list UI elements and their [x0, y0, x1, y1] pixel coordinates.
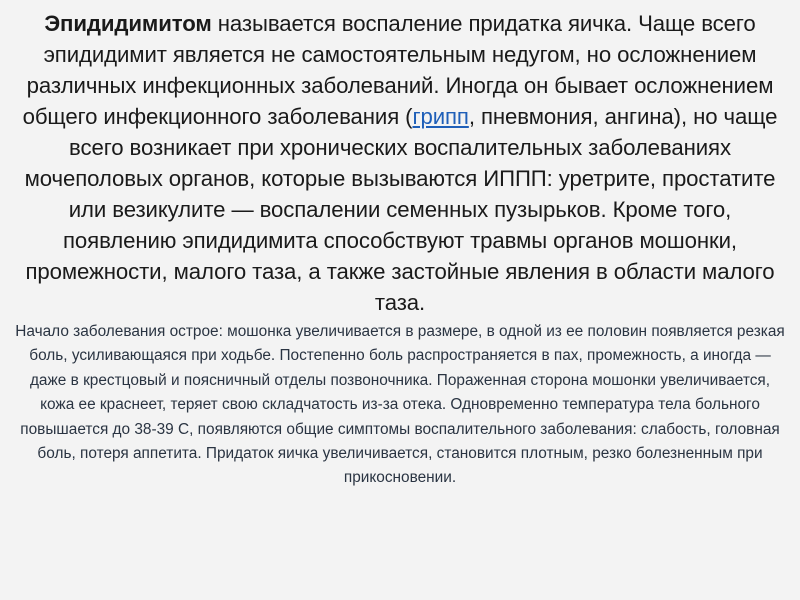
main-paragraph — [14, 8, 786, 318]
link-gripp[interactable]: грипп — [412, 104, 469, 129]
term-heading: Эпидидимитом — [44, 11, 212, 36]
main-text-part-2: , пневмония, ангина), но чаще всего возникает при хронических воспалительных заболеваниях мочеполовых органов, которые вызываются ИППП: уретрите, простатите или везикулите — воспалении семенных пузырьков. Кроме того, появлению эпидидимита способствуют травмы органов мошонки, промежности, малого таза, а также застойные явления в области малого таза. — [24, 104, 778, 315]
secondary-paragraph: Начало заболевания острое: мошонка увеличивается в размере, в одной из ее половин появляется резкая боль, усиливающаяся при ходьбе. Постепенно боль распространяется в пах, промежность, а иногда — даже в крестцовый и поясничный отделы позвоночника. Пораженная сторона мошонки увеличивается, кожа ее краснеет, теряет свою складчатость из-за отека. Одновременно температура тела больного повышается до 38-39 С, появляются общие симптомы воспалительного заболевания: слабость, головная боль, потеря аппетита. Придаток яичка увеличивается, становится плотным, резко болезненным при прикосновении. — [15, 323, 785, 487]
main-text-part-1: называется воспаление придатка яичка. Чаще всего эпидидимит является не самостоятельным недугом, но осложнением различных инфекционных заболеваний. Иногда он бывает осложнением общего инфекционного заболевания ( — [22, 11, 774, 129]
